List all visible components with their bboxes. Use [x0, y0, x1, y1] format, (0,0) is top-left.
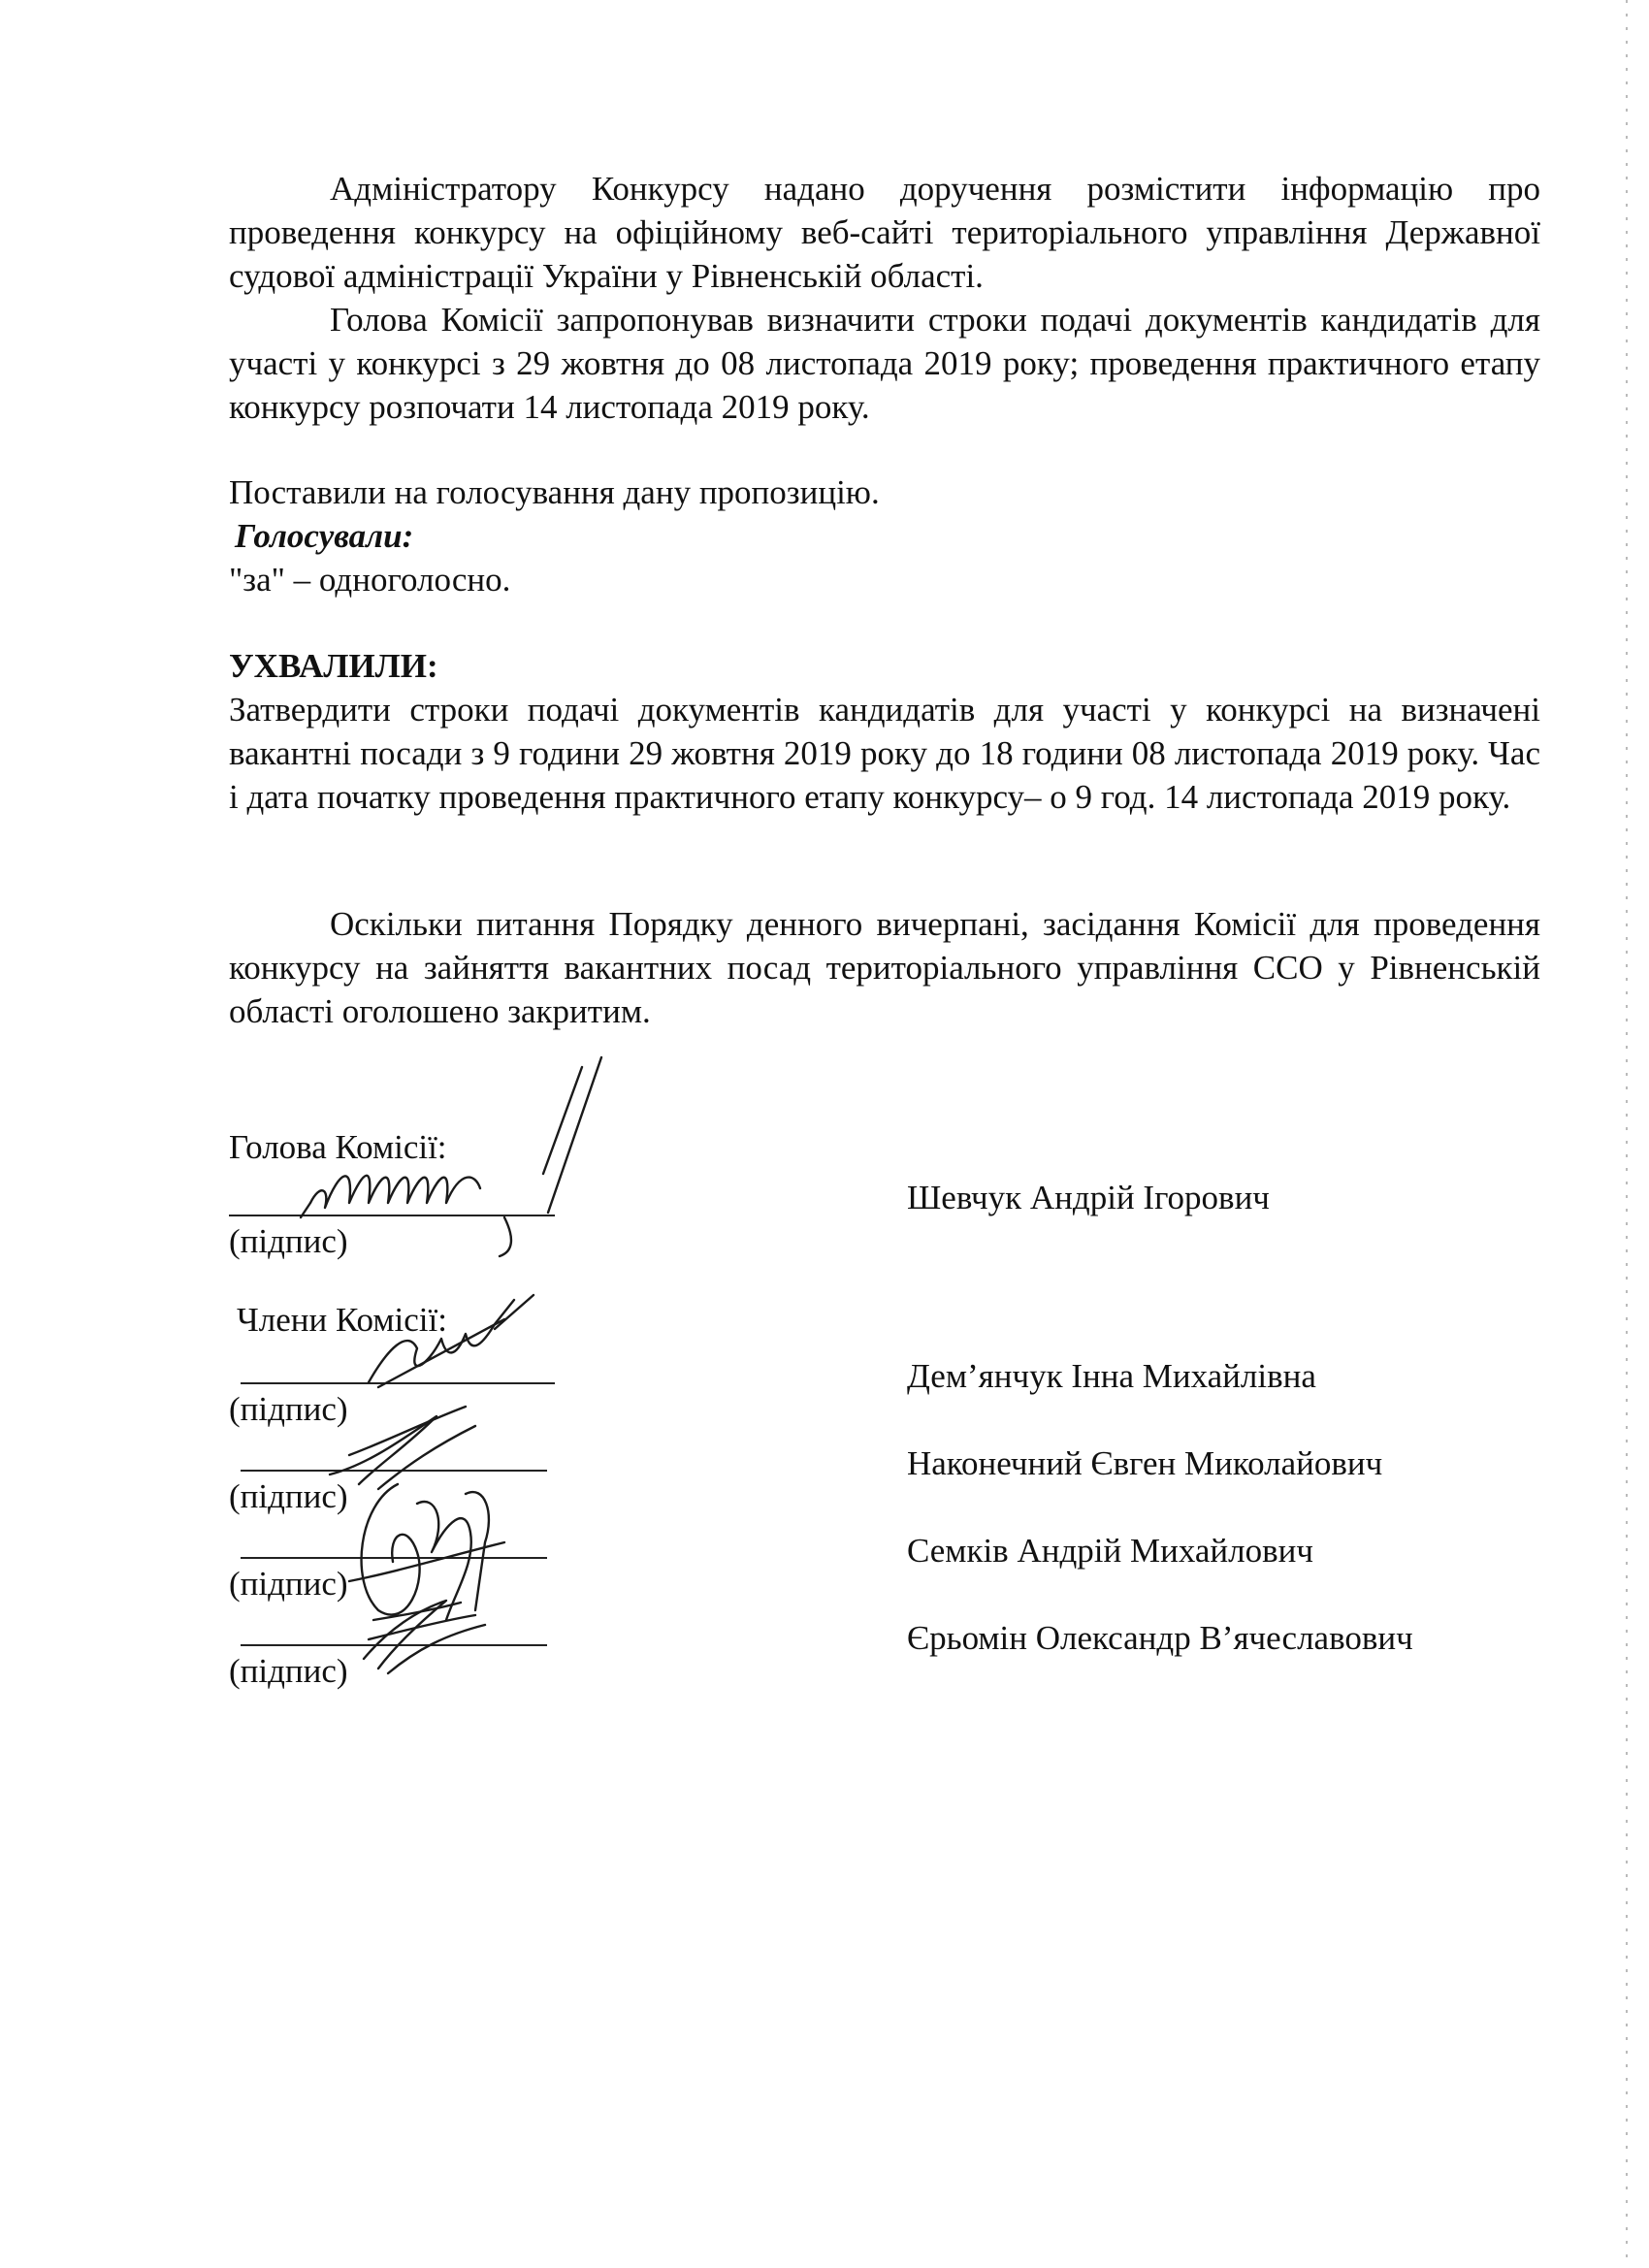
paragraph-admin-instruction: Адміністратору Конкурсу надано доручення розмістити інформацію про проведення конкурсу на офіційному веб-сайті територіального управління Державної судової адміністрації України у Рівненській області. — [229, 170, 1540, 295]
scan-edge-dots — [1626, 0, 1628, 2268]
member-signature-caption-4: (підпис) — [229, 1652, 348, 1690]
voted-label: Голосували: — [235, 517, 414, 555]
member-name-1: Дем’янчук Інна Михайлівна — [907, 1357, 1316, 1395]
member-1-handwritten-signature — [349, 1290, 543, 1407]
member-signature-caption-2: (підпис) — [229, 1477, 348, 1515]
chair-label: Голова Комісії: — [229, 1128, 447, 1166]
paragraph-chair-proposal: Голова Комісії запропонував визначити строки подачі документів кандидатів для участі у конкурсі з 29 жовтня до 08 листопада 2019 року; проведення практичного етапу конкурсу розпочати 14 листопада 2019 року. — [229, 301, 1540, 426]
vote-result: "за" – одноголосно. — [229, 561, 511, 599]
member-signature-caption-1: (підпис) — [229, 1390, 348, 1428]
member-name-4: Єрьомін Олександр В’ячеславович — [907, 1619, 1413, 1657]
chair-name: Шевчук Андрій Ігорович — [907, 1179, 1270, 1216]
chair-signature-caption: (підпис) — [229, 1222, 348, 1260]
member-4-handwritten-signature — [349, 1591, 504, 1678]
vote-intro: Поставили на голосування дану пропозицію. — [229, 473, 880, 511]
member-signature-caption-3: (підпис) — [229, 1565, 348, 1603]
member-name-3: Семків Андрій Михайлович — [907, 1532, 1313, 1570]
resolution-text: Затвердити строки подачі документів кандидатів для участі у конкурсі на визначені вакантні посади з 9 години 29 жовтня 2019 року до 18 години 08 листопада 2019 року. Час і дата початку проведення практичного етапу конкурсу– о 9 год. 14 листопада 2019 року. — [229, 691, 1540, 816]
member-name-2: Наконечний Євген Миколайович — [907, 1444, 1383, 1482]
resolution-heading: УХВАЛИЛИ: — [229, 647, 438, 685]
chair-handwritten-signature — [281, 1048, 534, 1261]
closing-paragraph: Оскільки питання Порядку денного вичерпані, засідання Комісії для проведення конкурсу на зайняття вакантних посад територіального управління ССО у Рівненській області оголошено закритим. — [229, 905, 1540, 1030]
members-label: Члени Комісії: — [237, 1301, 447, 1339]
